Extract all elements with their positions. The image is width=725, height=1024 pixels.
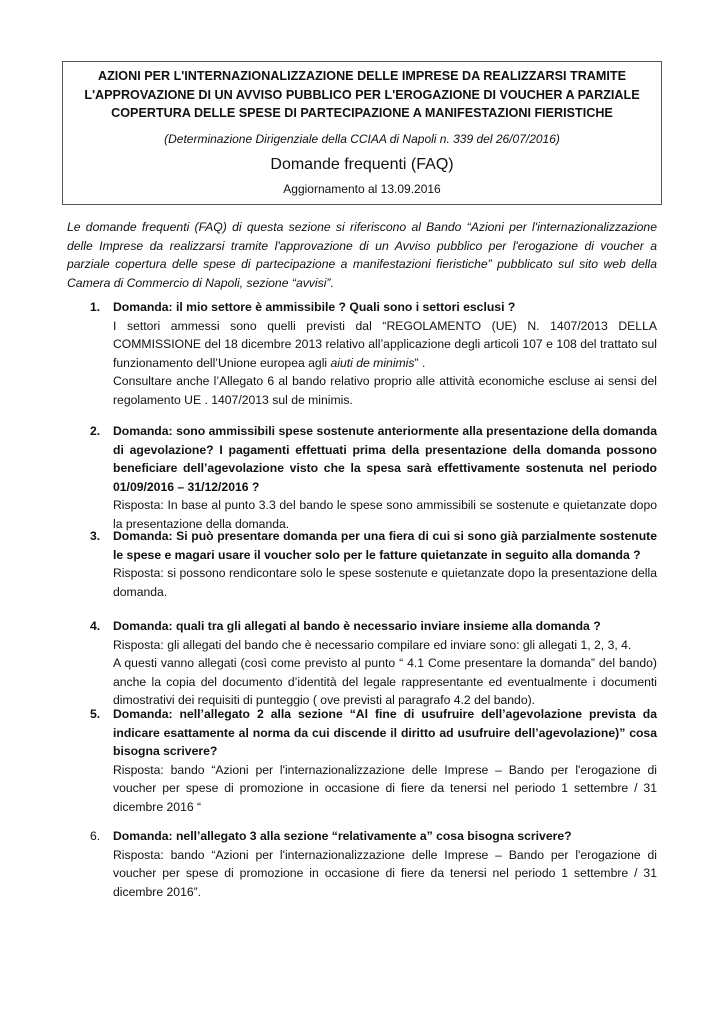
faq-heading: Domande frequenti (FAQ) — [270, 155, 454, 173]
faq-number: 1. — [90, 300, 101, 314]
faq-item-2 — [90, 422, 657, 534]
faq-number: 6. — [90, 829, 101, 843]
title-line: AZIONI PER L'INTERNAZIONALIZZAZIONE DELLE IMPRESE DA REALIZZARSI TRAMITE — [98, 69, 626, 83]
title-line: L'APPROVAZIONE DI UN AVVISO PUBBLICO PER L'EROGAZIONE DI VOUCHER A PARZIALE — [84, 87, 640, 102]
faq-item-1 — [90, 298, 657, 410]
faq-answer: Risposta: gli allegati del bando che è necessario compilare ed inviare sono: gli allegati 1, 2, 3, 4. — [113, 637, 632, 652]
faq-item-5 — [90, 705, 657, 817]
faq-question: Domanda: quali tra gli allegati al bando è necessario inviare insieme alla domanda ? — [113, 619, 601, 633]
title-line: COPERTURA DELLE SPESE DI PARTECIPAZIONE A MANIFESTAZIONI FIERISTICHE — [111, 106, 613, 120]
faq-question: Domanda: Si può presentare domanda per una fiera di cui si sono già parzialmente sostenute le spese e magari usare il voucher solo per le fatture quietanzate in seguito alla domanda ? — [113, 529, 657, 562]
faq-number: 4. — [90, 619, 101, 633]
faq-item-4 — [90, 617, 657, 710]
faq-item-3 — [90, 527, 657, 601]
header-box — [62, 61, 662, 205]
determination-reference: (Determinazione Dirigenziale della CCIAA di Napoli n. 339 del 26/07/2016) — [164, 131, 560, 146]
faq-answer: Risposta: bando “Azioni per l'internazionalizzazione delle Imprese – Bando per l'erogazione di voucher per spese di promozione in occasione di fiere da tenersi nel periodo 1 settembre / 31 dicembre 2016”. — [113, 847, 657, 899]
answer-italic-term: aiuti de minimis — [330, 355, 415, 370]
faq-number: 2. — [90, 424, 101, 438]
faq-question: Domanda: nell’allegato 3 alla sezione “relativamente a” cosa bisogna scrivere? — [113, 829, 572, 843]
faq-answer: Risposta: In base al punto 3.3 del bando le spese sono ammissibili se sostenute e quietanzate dopo la presentazione della domanda. — [113, 498, 657, 531]
faq-question: Domanda: sono ammissibili spese sostenute anteriormente alla presentazione della domanda di agevolazione? I pagamenti effettuati prima della presentazione della domanda possono beneficiare dell’agevolazione visto che la spesa sarà effettivamente sostenuta nel periodo 01/09/2016 – 31/12/2016 ? — [113, 424, 657, 494]
answer-text: I settori ammessi sono quelli previsti dal “REGOLAMENTO (UE) N. 1407/2013 DELLA COMMISSIONE del 18 dicembre 2013 relativo all’applicazione degli articoli 107 e 108 del trattato sul funzionamento dell’Unione europea agli — [113, 318, 657, 370]
answer-text-end: ” . — [414, 355, 426, 370]
faq-answer: Risposta: bando “Azioni per l'internazionalizzazione delle Imprese – Bando per l'erogazione di voucher per spese di promozione in occasione di fiere da tenersi nel periodo 1 settembre / 31 dicembre 2016 “ — [113, 762, 657, 814]
faq-answer-note: Consultare anche l’Allegato 6 al bando relativo proprio alle attività economiche escluse ai sensi del regolamento UE . 1407/2013 sul de minimis. — [113, 374, 657, 407]
faq-item-6 — [90, 827, 657, 901]
faq-number: 5. — [90, 707, 101, 721]
faq-answer-note: A questi vanno allegati (così come previsto al punto “ 4.1 Come presentare la domanda” del bando) anche la copia del documento d’identità del legale rappresentante ed eventualmente i documenti dimostrativi dei requisiti di punteggio ( ove previsti al paragrafo 4.2 del bando). — [113, 656, 657, 708]
intro-paragraph: Le domande frequenti (FAQ) di questa sezione si riferiscono al Bando “Azioni per l'internazionalizzazione delle Imprese da realizzarsi tramite l'approvazione di un Avviso pubblico per l'erogazione di voucher a parziale copertura delle spese di partecipazione a manifestazioni fieristiche” pubblicato sul sito web della Camera di Commercio di Napoli, sezione “avvisi”. — [67, 220, 657, 290]
faq-answer — [113, 317, 657, 373]
faq-number: 3. — [90, 529, 101, 543]
faq-question: Domanda: il mio settore è ammissibile ? Quali sono i settori esclusi ? — [113, 300, 516, 314]
faq-answer: Risposta: si possono rendicontare solo le spese sostenute e quietanzate dopo la presentazione della domanda. — [113, 566, 657, 599]
update-date: Aggiornamento al 13.09.2016 — [283, 181, 441, 196]
document-title — [63, 67, 661, 123]
faq-question: Domanda: nell’allegato 2 alla sezione “Al fine di usufruire dell’agevolazione prevista da indicare esattamente al norma da cui discende il diritto ad usufruire dell’agevolazione)” cosa bisogna scrivere? — [113, 707, 657, 759]
